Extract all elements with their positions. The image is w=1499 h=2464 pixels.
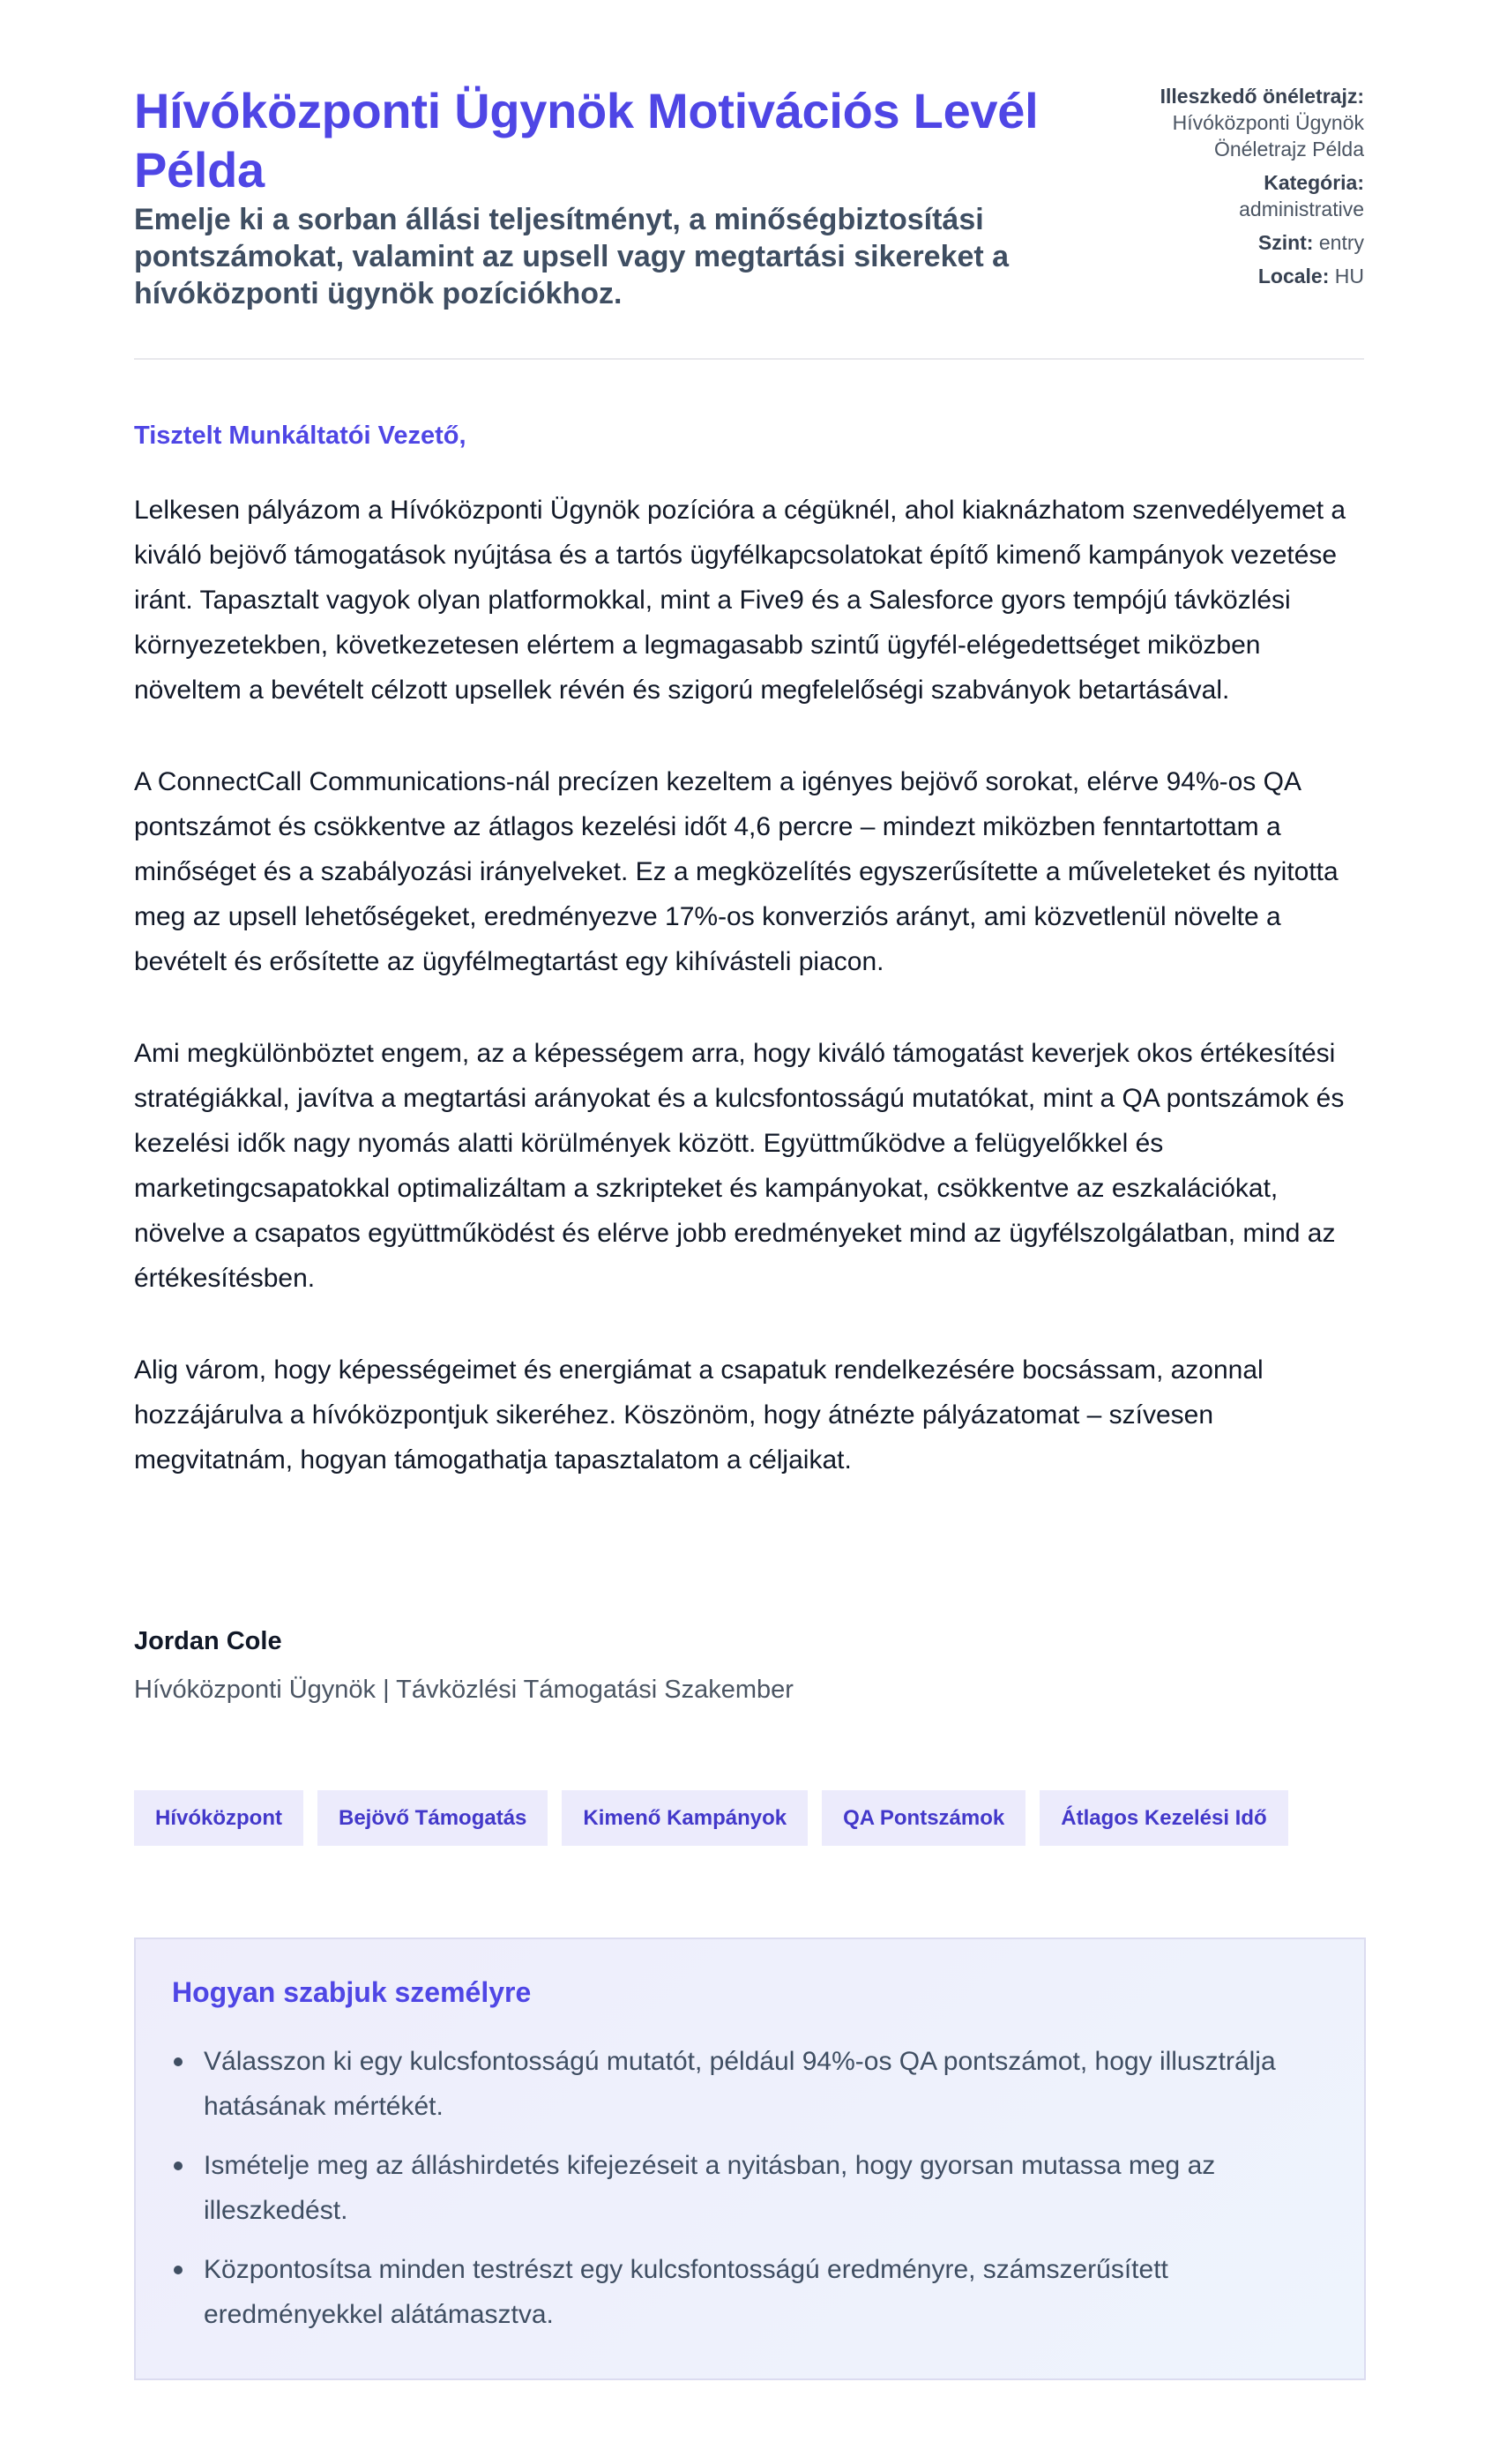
paragraph-3: Ami megkülönböztet engem, az a képességem arra, hogy kiváló támogatást keverjek okos értékesítési stratégiákkal, javítva a megtartási arányokat és a kulcsfontosságú mutatókat, mint a QA pontszámok és kezelési idők nagy nyomás alatti körülmények között. Együttműködve a felügyelőkkel és marketingcsapatokkal optimalizáltam a szkripteket és kampányokat, csökkentve az eszkalációkat, növelve a csapatos együttműködést és elérve jobb eredményeket mind az ügyfélszolgálatban, mind az értékesítésben. <box>134 1039 1345 1293</box>
meta-resume-label: Illeszkedő önéletrajz: <box>1160 85 1364 108</box>
page-subtitle: Emelje ki a sorban állási teljesítményt, a minőségbiztosítási pontszámokat, valamint az upsell vagy megtartási sikereket a hívóközponti ügynök pozíciókhoz. <box>134 203 1010 310</box>
tag-chip[interactable]: QA Pontszámok <box>822 1790 1025 1846</box>
meta-resume-value[interactable]: Hívóközponti Ügynök Önéletrajz Példa <box>1172 111 1364 161</box>
meta-panel <box>1100 83 1364 296</box>
page-header <box>134 0 1364 360</box>
salutation: Tisztelt Munkáltatói Vezető, <box>134 422 466 450</box>
meta-locale-value: HU <box>1334 265 1364 287</box>
meta-locale-label: Locale: <box>1257 265 1330 287</box>
tag-chip[interactable]: Kimenő Kampányok <box>562 1790 808 1846</box>
tip-text: Ismételje meg az álláshirdetés kifejezéseit a nyitásban, hogy gyorsan mutassa meg az illeszkedést. <box>204 2151 1216 2225</box>
tip-item <box>172 2247 1309 2337</box>
letter-body <box>134 488 1364 1529</box>
meta-category-label: Kategória: <box>1264 171 1364 194</box>
tag-list <box>134 1790 1288 1846</box>
signature-name: Jordan Cole <box>134 1627 282 1655</box>
paragraph-1: Lelkesen pályázom a Hívóközponti Ügynök pozícióra a cégüknél, ahol kiaknázhatom szenvedélyemet a kiváló bejövő támogatások nyújtása és a tartós ügyfélkapcsolatokat építő kimenő kampányok vezetése iránt. Tapasztalt vagyok olyan platformokkal, mint a Five9 és a Salesforce gyors tempójú távközlési környezetekben, következetesen elértem a legmagasabb szintű ügyfél-elégedettséget miközben növeltem a bevételt célzott upsellek révén és szigorú megfelelőségi szabványok betartásával. <box>134 496 1346 705</box>
customization-tips-box <box>134 1938 1366 2380</box>
meta-category <box>1100 169 1364 222</box>
tip-text: Központosítsa minden testrészt egy kulcsfontosságú eredményre, számszerűsített eredményekkel alátámasztva. <box>204 2255 1168 2329</box>
cover-letter-page <box>134 0 1364 2329</box>
page-title: Hívóközponti Ügynök Motivációs Levél Példa <box>134 83 1039 198</box>
bullet-icon <box>174 2266 183 2274</box>
tip-item <box>172 2143 1309 2233</box>
meta-locale <box>1100 263 1364 289</box>
meta-category-value: administrative <box>1239 198 1364 220</box>
bullet-icon <box>174 2162 183 2170</box>
tip-item <box>172 2039 1309 2129</box>
meta-level <box>1100 229 1364 256</box>
signature-role: Hívóközponti Ügynök | Távközlési Támogatási Szakember <box>134 1676 794 1704</box>
meta-level-label: Szint: <box>1257 231 1314 254</box>
tag-chip[interactable]: Átlagos Kezelési Idő <box>1040 1790 1287 1846</box>
paragraph-2: A ConnectCall Communications-nál precízen kezeltem a igényes bejövő sorokat, elérve 94%-os QA pontszámot és csökkentve az átlagos kezelési időt 4,6 percre – mindezt miközben fenntartottam a minőséget és a szabályozási irányelveket. Ez a megközelítés egyszerűsítette a műveleteket és nyitotta meg az upsell lehetőségeket, eredményezve 17%-os konverziós arányt, ami közvetlenül növelte a bevételt és erősítette az ügyfélmegtartást egy kihívásteli piacon. <box>134 767 1339 976</box>
meta-resume <box>1100 83 1364 162</box>
tag-chip[interactable]: Bejövő Támogatás <box>317 1790 548 1846</box>
tips-list <box>172 2039 1309 2351</box>
tip-text: Válasszon ki egy kulcsfontosságú mutatót, például 94%-os QA pontszámot, hogy illusztrálja hatásának mértékét. <box>204 2047 1276 2121</box>
tips-heading: Hogyan szabjuk személyre <box>172 1976 532 2008</box>
meta-level-value: entry <box>1318 231 1364 254</box>
paragraph-4: Alig várom, hogy képességeimet és energiámat a csapatuk rendelkezésére bocsássam, azonnal hozzájárulva a hívóközpontjuk sikeréhez. Köszönöm, hogy átnézte pályázatomat – szívesen megvitatnám, hogyan támogathatja tapasztalatom a céljaikat. <box>134 1355 1264 1475</box>
tag-chip[interactable]: Hívóközpont <box>134 1790 303 1846</box>
bullet-icon <box>174 2057 183 2066</box>
